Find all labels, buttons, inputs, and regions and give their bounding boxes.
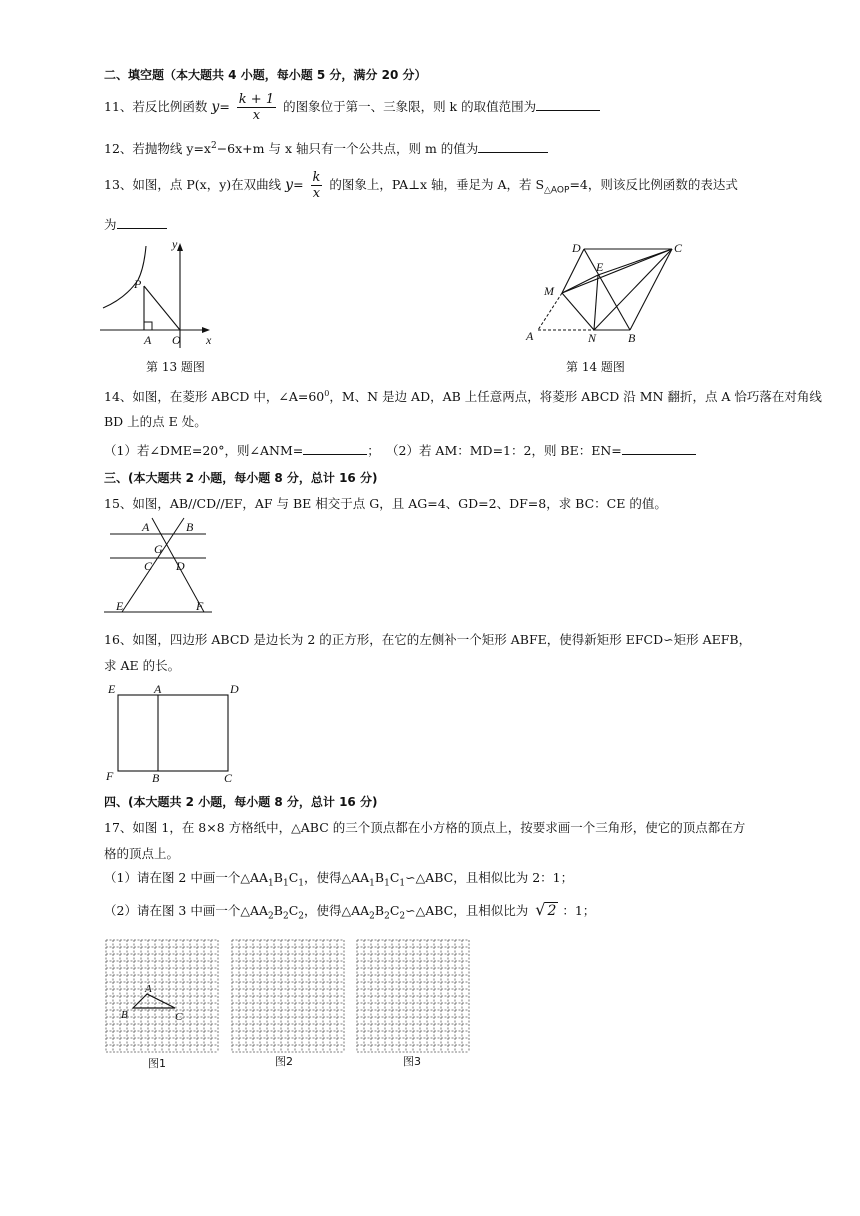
q17-part2-sub-a2: $A_2B_2C_2$ — [259, 903, 304, 922]
q17-part1 — [104, 870, 573, 892]
fig16-label-f: F — [106, 769, 114, 783]
sqrt-symbol: √ — [535, 900, 546, 919]
fig13-label-y: y — [172, 237, 178, 251]
q17-part1-b: ，使得△A — [304, 870, 361, 885]
q17-part2 — [104, 902, 595, 925]
q13-line2 — [104, 216, 167, 233]
q13-line2-text: 为 — [104, 217, 117, 232]
section-2-heading: 二、填空题（本大题共 4 小题，每小题 5 分，满分 20 分） — [104, 68, 427, 82]
fig14-label-n: N — [588, 331, 597, 345]
grid1-label-a: A — [145, 983, 152, 995]
q12-suffix: −6x+m 与 x 轴只有一个公共点，则 m 的值为 — [216, 141, 479, 157]
figure-13-diagram — [98, 238, 218, 350]
q11-fraction — [237, 92, 276, 123]
q11-numerator: k + 1 — [238, 92, 275, 107]
grid1-caption: 图1 — [148, 1057, 166, 1070]
q13-prefix: 13、如图，点 P(x，y)在双曲线 — [104, 177, 282, 192]
q14-part2 — [386, 442, 696, 459]
q14-part1-text: （1）若∠DME=20°，则∠ANM= — [104, 443, 304, 458]
grid-figure-3 — [355, 938, 471, 1054]
grid-figure-2 — [230, 938, 346, 1054]
section-3-heading: 三、(本大题共 2 小题，每小题 8 分，总计 16 分) — [104, 471, 378, 485]
grid1-label-c: C — [175, 1011, 183, 1023]
question-17-line2: 格的顶点上。 — [104, 846, 180, 861]
fig15-line-be — [122, 518, 184, 612]
figure-15-diagram — [100, 518, 220, 618]
q11-suffix: 的图象位于第一、三象限，则 k 的取值范围为 — [283, 99, 537, 114]
q13-denominator: x — [312, 186, 321, 201]
q17-part1-sub-a1: $A_1B_1C_1$ — [259, 870, 304, 889]
q14-line1-a: 14、如图，在菱形 ABCD 中，∠A=60 — [104, 389, 325, 405]
fig15-label-g: G — [154, 542, 163, 556]
fig15-label-f: F — [196, 599, 204, 613]
q17-part1-a: （1）请在图 2 中画一个△A — [104, 870, 259, 885]
q17-part2-b: ，使得△A — [304, 903, 361, 918]
fig15-label-c: C — [144, 559, 153, 573]
q13-middle: 的图象上，PA⊥x 轴，垂足为 A，若 S — [329, 177, 545, 192]
fig13-right-angle — [144, 322, 152, 330]
fig13-label-p: P — [134, 277, 142, 291]
fig16-label-e: E — [108, 682, 116, 696]
q14-part1 — [104, 442, 380, 459]
fig14-label-b: B — [628, 331, 636, 345]
q13-fraction — [311, 170, 323, 201]
grid1-triangle-abc — [104, 938, 224, 1058]
fig15-label-e: E — [116, 599, 124, 613]
figure-14-caption: 第 14 题图 — [566, 360, 625, 374]
question-11 — [104, 88, 600, 126]
q13-answer-blank[interactable] — [117, 216, 167, 229]
fig16-label-b: B — [152, 771, 160, 785]
fig13-label-x: x — [206, 333, 212, 347]
q11-answer-blank[interactable] — [536, 98, 600, 111]
fig16-label-a: A — [154, 682, 162, 696]
question-13 — [104, 166, 738, 204]
q13-subscript: △AOP — [544, 185, 570, 196]
q13-numerator: k — [312, 170, 321, 185]
q11-prefix: 11、若反比例函数 — [104, 99, 208, 114]
fig14-label-a: A — [526, 329, 534, 343]
fig14-segment-nc — [594, 249, 672, 330]
fig14-label-c: C — [674, 241, 683, 255]
q17-part2-d: ：1； — [562, 903, 596, 918]
q12-exponent: 2 — [210, 141, 217, 151]
fig15-label-d: D — [176, 559, 185, 573]
question-15: 15、如图，AB//CD//EF，AF 与 BE 相交于点 G，且 AG=4、GD=2、DF=8，求 BC：CE 的值。 — [104, 496, 667, 511]
q14-part1-end: ； — [367, 443, 380, 458]
figure-14-diagram — [522, 240, 692, 345]
fig13-y-arrow — [177, 243, 183, 251]
fig14-segment-mc — [562, 249, 672, 293]
q11-y: y — [211, 99, 220, 115]
fig14-segment-me — [562, 275, 598, 293]
question-12 — [104, 138, 548, 157]
q11-denominator: x — [252, 108, 261, 123]
q14-part1-blank[interactable] — [303, 442, 367, 455]
question-16-line2: 求 AE 的长。 — [104, 658, 181, 673]
figure-13-caption: 第 13 题图 — [146, 360, 205, 374]
q14-part2-blank[interactable] — [622, 442, 696, 455]
q17-part2-a: （2）请在图 3 中画一个△A — [104, 903, 259, 918]
question-16-line1: 16、如图，四边形 ABCD 是边长为 2 的正方形，在它的左侧补一个矩形 ABFE，使得新矩形 EFCD∽矩形 AEFB， — [104, 632, 752, 647]
fig14-label-m: M — [544, 284, 554, 298]
q17-part1-c: ∽△ABC，且相似比为 2：1； — [405, 870, 574, 885]
grid3-caption: 图3 — [403, 1055, 421, 1068]
q13-y: y — [285, 177, 294, 193]
q12-answer-blank[interactable] — [478, 140, 548, 153]
question-17-line1: 17、如图 1，在 8×8 方格纸中，△ABC 的三个顶点都在小方格的顶点上，按要求画一个三角形，使它的顶点都在方 — [104, 820, 746, 835]
fig13-segment-po — [144, 286, 180, 330]
fig14-side-dm — [562, 249, 584, 293]
triangle-abc — [133, 994, 175, 1008]
q14-line2: BD 上的点 E 处。 — [104, 414, 207, 429]
fig14-segment-en — [594, 275, 598, 330]
q14-line1-b: ，M、N 是边 AD，AB 上任意两点，将菱形 ABCD 沿 MN 翻折，点 A 恰巧落在对角线 — [329, 389, 822, 405]
fig13-label-a: A — [144, 333, 152, 347]
q13-eq: = — [293, 177, 304, 192]
fig14-label-e: E — [596, 260, 604, 274]
fig13-label-o: O — [172, 333, 181, 347]
q13-suffix: =4，则该反比例函数的表达式 — [569, 177, 738, 192]
sqrt-radicand: 2 — [547, 903, 557, 919]
fig15-label-b: B — [186, 520, 194, 534]
q17-part2-c: ∽△ABC，且相似比为 — [405, 903, 529, 918]
fig14-fold-mn — [562, 293, 594, 330]
fig16-label-d: D — [230, 682, 239, 696]
q11-eq: = — [219, 99, 230, 114]
question-14-line1 — [104, 386, 822, 405]
fig14-dashed-ma — [538, 293, 562, 330]
q14-part2-text: （2）若 AM：MD=1：2，则 BE：EN= — [386, 443, 622, 458]
fig16-rectangle-efcd — [118, 695, 228, 771]
grid2-caption: 图2 — [275, 1055, 293, 1068]
q17-part1-sub-a1b: $A_1B_1C_1$ — [360, 870, 406, 889]
fig14-diagonal-db — [584, 249, 630, 330]
figure-16-diagram — [104, 682, 254, 786]
q12-prefix: 12、若抛物线 y=x — [104, 141, 211, 157]
fig15-label-a: A — [142, 520, 150, 534]
fig14-label-d: D — [572, 241, 581, 255]
section-4-heading: 四、(本大题共 2 小题，每小题 8 分，总计 16 分) — [104, 795, 378, 809]
q14-degree-sup: 0 — [324, 389, 330, 398]
grid1-label-b: B — [121, 1009, 128, 1021]
q17-part2-sub-a2b: $A_2B_2C_2$ — [360, 903, 406, 922]
fig16-label-c: C — [224, 771, 233, 785]
